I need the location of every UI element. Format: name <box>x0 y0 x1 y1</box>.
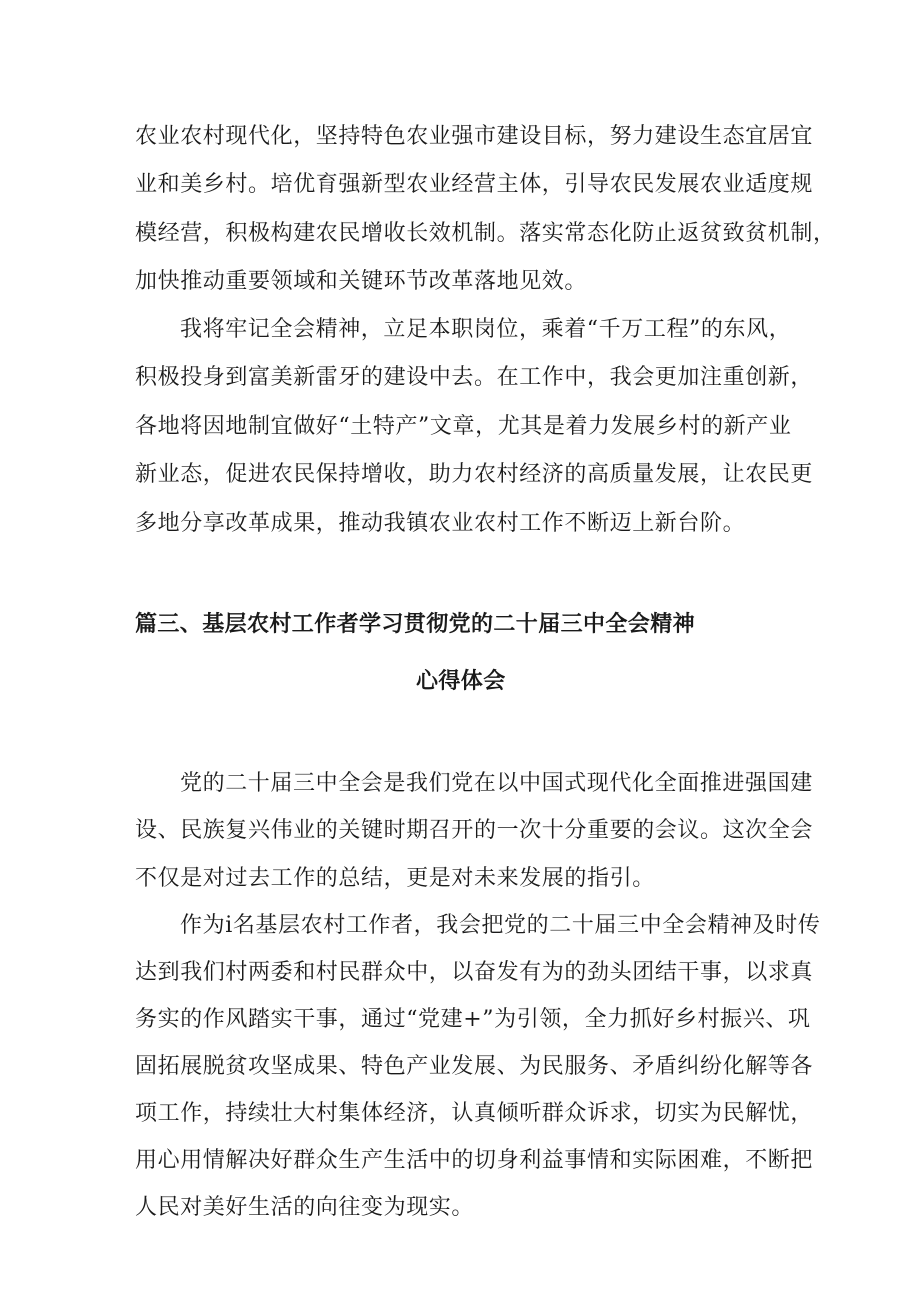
paragraph-4-line-1: 作为i名基层农村工作者，我会把党的二十届三中全会精神及时传 <box>180 913 821 938</box>
paragraph-4-line-6: 用心用情解决好群众生产生活中的切身利益事情和实际困难，不断把 <box>135 1148 814 1173</box>
paragraph-2-line-4: 新业态，促进农民保持增收，助力农村经济的高质量发展，让农民更 <box>135 462 814 487</box>
paragraph-1-line-4: 加快推动重要领域和关键环节改革落地见效。 <box>135 269 588 294</box>
paragraph-3-line-2: 设、民族复兴伟业的关键时期召开的一次十分重要的会议。这次全会 <box>135 818 814 843</box>
paragraph-2-line-2: 积极投身到富美新雷牙的建设中去。在工作中，我会更加注重创新， <box>135 365 814 390</box>
paragraph-3-line-3: 不仅是对过去工作的总结，更是对未来发展的指引。 <box>135 866 655 891</box>
section-heading-line-2: 心得体会 <box>416 669 506 694</box>
paragraph-1-line-2: 业和美乡村。培优育强新型农业经营主体，引导农民发展农业适度规 <box>135 172 814 197</box>
paragraph-2-line-3: 各地将因地制宜做好“土特产”文章，尤其是着力发展乡村的新产业 <box>135 414 792 439</box>
paragraph-1-line-1: 农业农村现代化，坚持特色农业强市建设目标，努力建设生态宜居宜 <box>135 124 814 149</box>
paragraph-1-line-3: 模经营，积极构建农民增收长效机制。落实常态化防止返贫致贫机制， <box>135 221 836 246</box>
paragraph-4-line-4: 固拓展脱贫攻坚成果、特色产业发展、为民服务、矛盾纠纷化解等各 <box>135 1054 814 1079</box>
paragraph-4-line-3: 务实的作风踏实干事，通过“党建+”为引领，全力抓好乡村振兴、巩 <box>135 1007 811 1032</box>
paragraph-4-line-7: 人民对美好生活的向往变为现实。 <box>135 1195 475 1220</box>
paragraph-3-line-1: 党的二十届三中全会是我们党在以中国式现代化全面推进强国建 <box>180 771 813 796</box>
paragraph-4-line-5: 项工作，持续壮大村集体经济，认真倾听群众诉求，切实为民解忧， <box>135 1101 814 1126</box>
section-heading-line-1: 篇三、基层农村工作者学习贯彻党的二十届三中全会精神 <box>135 612 696 637</box>
paragraph-4-line-2: 达到我们村两委和村民群众中，以奋发有为的劲头团结干事，以求真 <box>135 960 814 985</box>
paragraph-2-line-5: 多地分享改革成果，推动我镇农业农村工作不断迈上新台阶。 <box>135 511 746 536</box>
paragraph-2-line-1: 我将牢记全会精神，立足本职岗位，乘着“千万工程”的东风， <box>180 317 792 342</box>
